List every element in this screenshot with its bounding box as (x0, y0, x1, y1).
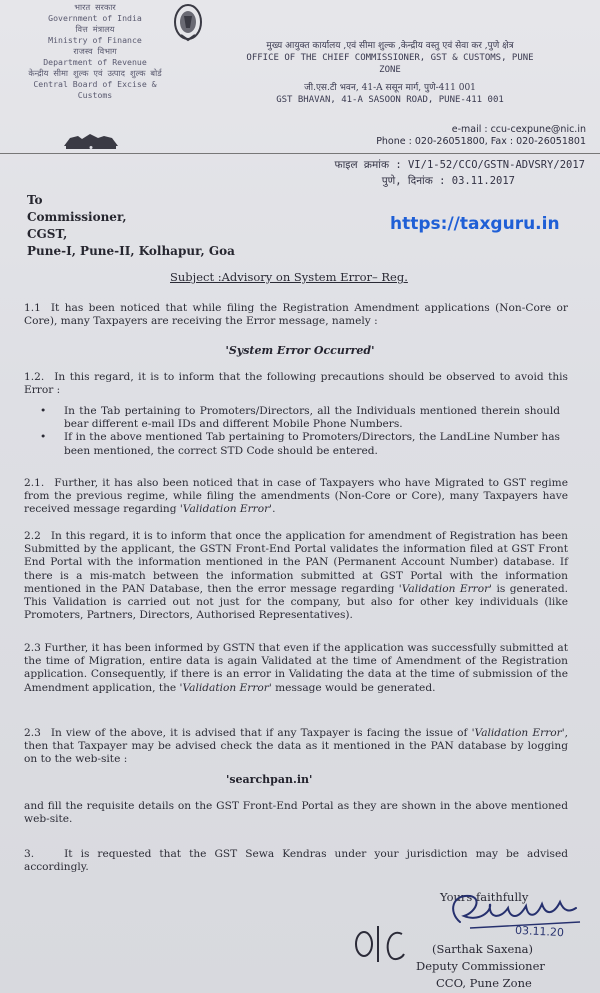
paragraph-number: 2.2 (24, 530, 41, 542)
file-number: फाइल क्रमांक : VI/1-52/CCO/GSTN-ADVSRY/2017 (334, 159, 585, 171)
letterhead-left (0, 2, 190, 101)
letterhead-line: Government of India (48, 13, 142, 23)
precaution-list (40, 405, 560, 458)
paragraph-2-3b (24, 727, 568, 767)
office-hindi: मुख्य आयुक्त कार्यालय ,एवं सीमा शुल्क ,केन्द्रीय वस्तु एवं सेवा कर ,पुणे क्षेत्र (266, 41, 514, 51)
letterhead-line: Ministry of Finance (48, 35, 142, 45)
addressee-block (27, 192, 235, 260)
letterhead-line: भारत सरकार (74, 2, 116, 12)
phone-fax-text: Phone : 020-26051800, Fax : 020-26051801 (376, 136, 586, 147)
paragraph-text: In view of the above, it is advised that if any Taxpayer is facing the issue of (50, 727, 472, 739)
addressee-line: To (27, 193, 43, 207)
list-item: • In the Tab pertaining to Promoters/Directors, all the Individuals mentioned therein should bear different e-mail IDs and different Mobile Phone Numbers. (40, 405, 560, 431)
address-hindi: जी.एस.टी भवन, 41-A ससून मार्ग, पुणे-411 001 (304, 83, 476, 93)
emphasis-text: 'Validation Error' (471, 727, 565, 739)
contact-block (356, 124, 586, 148)
handwritten-oc-mark-icon (350, 920, 410, 965)
subject-line: Subject :Advisory on System Error– Reg. (170, 270, 408, 284)
emphasis-text: 'Validation Error' (398, 582, 493, 595)
paragraph-text: In this regard, it is to inform that once the application for amendment of Registration has been Submitted by the applicant, the GSTN Front-End Portal validates the information filed at GST Front End Portal with the information mentioned in the PAN (Permanent Account Number) database. If there is a mis-match between the information submitted at GST Portal with the information mentioned in the PAN Database, then the error message regarding (24, 530, 568, 595)
paragraph-1-2 (24, 371, 568, 397)
paragraph-3 (24, 848, 568, 874)
address-english: GST BHAVAN, 41-A SASOON ROAD, PUNE-411 001 (276, 95, 504, 105)
paragraph-text: Further, it has also been noticed that in case of Taxpayers who have Migrated to GST regime from the previous regime, while filing the amendments (Non-Core or Core), many Taxpayers have received message regarding (24, 477, 568, 516)
file-reference (300, 157, 585, 189)
email-text: e-mail : ccu-cexpune@nic.in (451, 124, 586, 135)
closing-text: Yours faithfully (440, 890, 529, 904)
letterhead-line: राजस्व विभाग (73, 46, 117, 56)
paragraph-text: It has been noticed that while filing the Registration Amendment applications (Non-Core or Core), many Taxpayers are receiving the Error message, namely : (24, 302, 568, 328)
error-quote: 'System Error Occurred' (225, 344, 375, 357)
paragraph-number: 1.2. (24, 371, 45, 383)
letterhead-right (200, 40, 580, 106)
paragraph-text: is generated. This Validation is carried out not just for the company, but also for other key individuals (like Promoters, Partners, Directors, Authorised Representatives). (24, 582, 568, 622)
paragraph-text: message would be generated. (271, 681, 436, 694)
signatory-name: (Sarthak Saxena) (432, 942, 534, 956)
paragraph-text: 2.3 Further, it has been informed by GSTN that even if the application was successfully submitted at the time of Migration, entire data is again Validated at the time of Amendment of the Registration application. Consequently, if there is an error in Validating the data at the time of submission of the Amendment application, the (24, 642, 568, 694)
paragraph-fill-details: and fill the requisite details on the GST Front-End Portal as they are shown in the above mentioned web-site. (24, 800, 568, 826)
website-reference: 'searchpan.in' (226, 773, 313, 786)
letterhead-line: Department of Revenue (43, 57, 147, 67)
paragraph-2-1 (24, 477, 568, 517)
letterhead-line: वित्त मंत्रालय (75, 24, 115, 34)
watermark-url: https://taxguru.in (390, 214, 560, 234)
handwritten-date: 03.11.20 (514, 923, 565, 940)
paragraph-number: 2.3 (24, 727, 41, 739)
addressee-line: Pune-I, Pune-II, Kolhapur, Goa (27, 244, 235, 258)
paragraph-number: 3. (24, 848, 35, 860)
signatory-office: CCO, Pune Zone (436, 976, 532, 990)
header-divider (0, 153, 600, 154)
paragraph-number: 2.1. (24, 477, 45, 489)
letterhead-line: Customs (77, 90, 113, 100)
letterhead-line: केन्द्रीय सीमा शुल्क एवं उत्पाद शुल्क बोर्ड (28, 68, 162, 78)
paragraph-1-1 (24, 302, 568, 328)
list-item: • If in the above mentioned Tab pertaining to Promoters/Directors, the LandLine Number has been mentioned, the correct STD Code should be entered. (40, 431, 560, 457)
paragraph-number: 1.1 (24, 302, 41, 314)
office-english: OFFICE OF THE CHIEF COMMISSIONER, GST & CUSTOMS, PUNE (246, 53, 534, 63)
paragraph-text: , then that Taxpayer may be advised check the data as it mentioned in the PAN database by logging on to the web-site : (24, 727, 568, 766)
signatory-designation: Deputy Commissioner (416, 959, 545, 973)
customs-emblem-icon (172, 2, 204, 42)
letter-date: पुणे, दिनांक : 03.11.2017 (381, 175, 515, 187)
paragraph-text: It is requested that the GST Sewa Kendras under your jurisdiction may be advised accordingly. (24, 848, 568, 874)
paragraph-2-3a (24, 642, 568, 695)
emphasis-text: 'Validation Error' (179, 681, 272, 694)
paragraph-text: In this regard, it is to inform that the following precautions should be observed to avoid this Error : (24, 371, 568, 397)
office-english-cont: ZONE (379, 65, 401, 75)
emphasis-text: 'Validation Error' (179, 503, 273, 516)
paragraph-text: . (272, 503, 276, 516)
addressee-line: CGST, (27, 227, 68, 241)
addressee-line: Commissioner, (27, 210, 127, 224)
letterhead-line: Central Board of Excise & (33, 79, 157, 89)
lion-capital-emblem-icon (60, 130, 122, 150)
paragraph-2-2 (24, 530, 568, 622)
